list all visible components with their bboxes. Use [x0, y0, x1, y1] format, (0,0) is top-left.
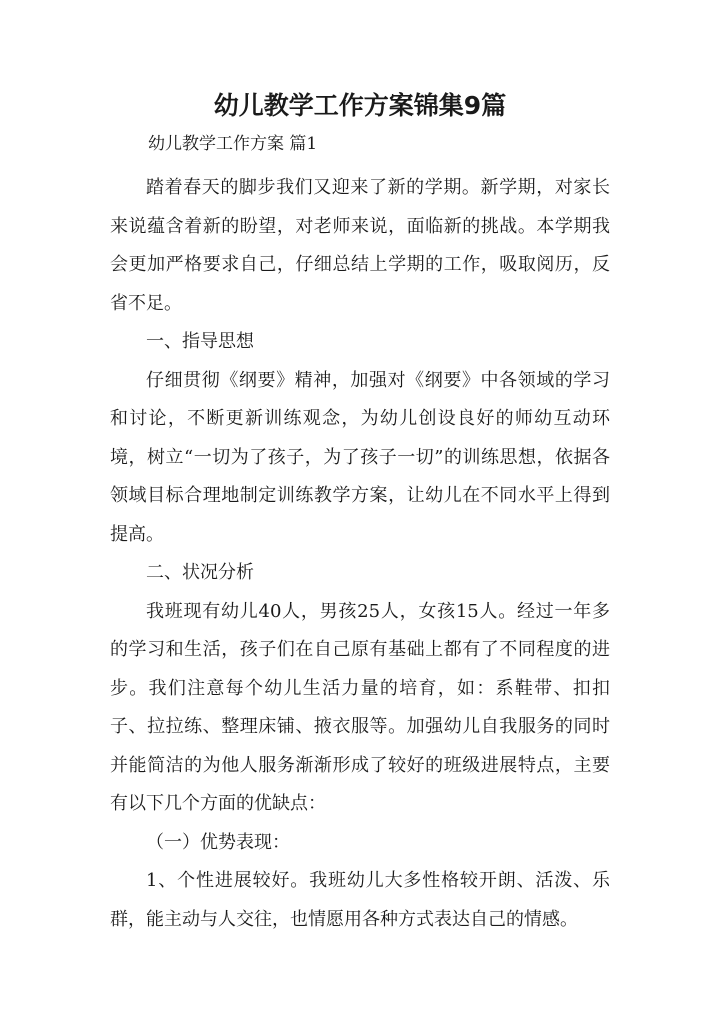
heading-situation-analysis: 二、状况分析 — [146, 562, 254, 583]
heading-advantages: （一）优势表现： — [146, 831, 290, 853]
document-body — [110, 169, 610, 939]
paragraph-intro: 踏着春天的脚步我们又迎来了新的学期。新学期，对家长来说蕴含着新的盼望，对老师来说，面临新的挑战。本学期我会更加严格要求自己，仔细总结上学期的工作，吸取阅历，反省不足。 — [110, 177, 610, 314]
paragraph-guiding-ideology: 仔细贯彻《纲要》精神，加强对《纲要》中各领域的学习和讨论，不断更新训练观念，为幼儿创设良好的师幼互动环境，树立“一切为了孩子，为了孩子一切”的训练思想，依据各领域目标合理地制定训练教学方案，让幼儿在不同水平上得到提高。 — [110, 369, 610, 545]
section-subtitle: 幼儿教学工作方案 篇1 — [148, 134, 318, 154]
paragraph-situation-analysis: 我班现有幼儿40人，男孩25人，女孩15人。经过一年多的学习和生活，孩子们在自己原有基础上都有了不同程度的进步。我们注意每个幼儿生活力量的培育，如：系鞋带、扣扣子、拉拉练、整理床铺、掖衣服等。加强幼儿自我服务的同时并能简洁的为他人服务渐渐形成了较好的班级进展特点，主要有以下几个方面的优缺点： — [110, 600, 610, 814]
heading-guiding-ideology: 一、指导思想 — [146, 331, 254, 352]
document-title: 幼儿教学工作方案锦集9篇 — [213, 91, 507, 120]
paragraph-personality: 1、个性进展较好。我班幼儿大多性格较开朗、活泼、乐群，能主动与人交往，也情愿用各种方式表达自己的情感。 — [110, 870, 610, 930]
